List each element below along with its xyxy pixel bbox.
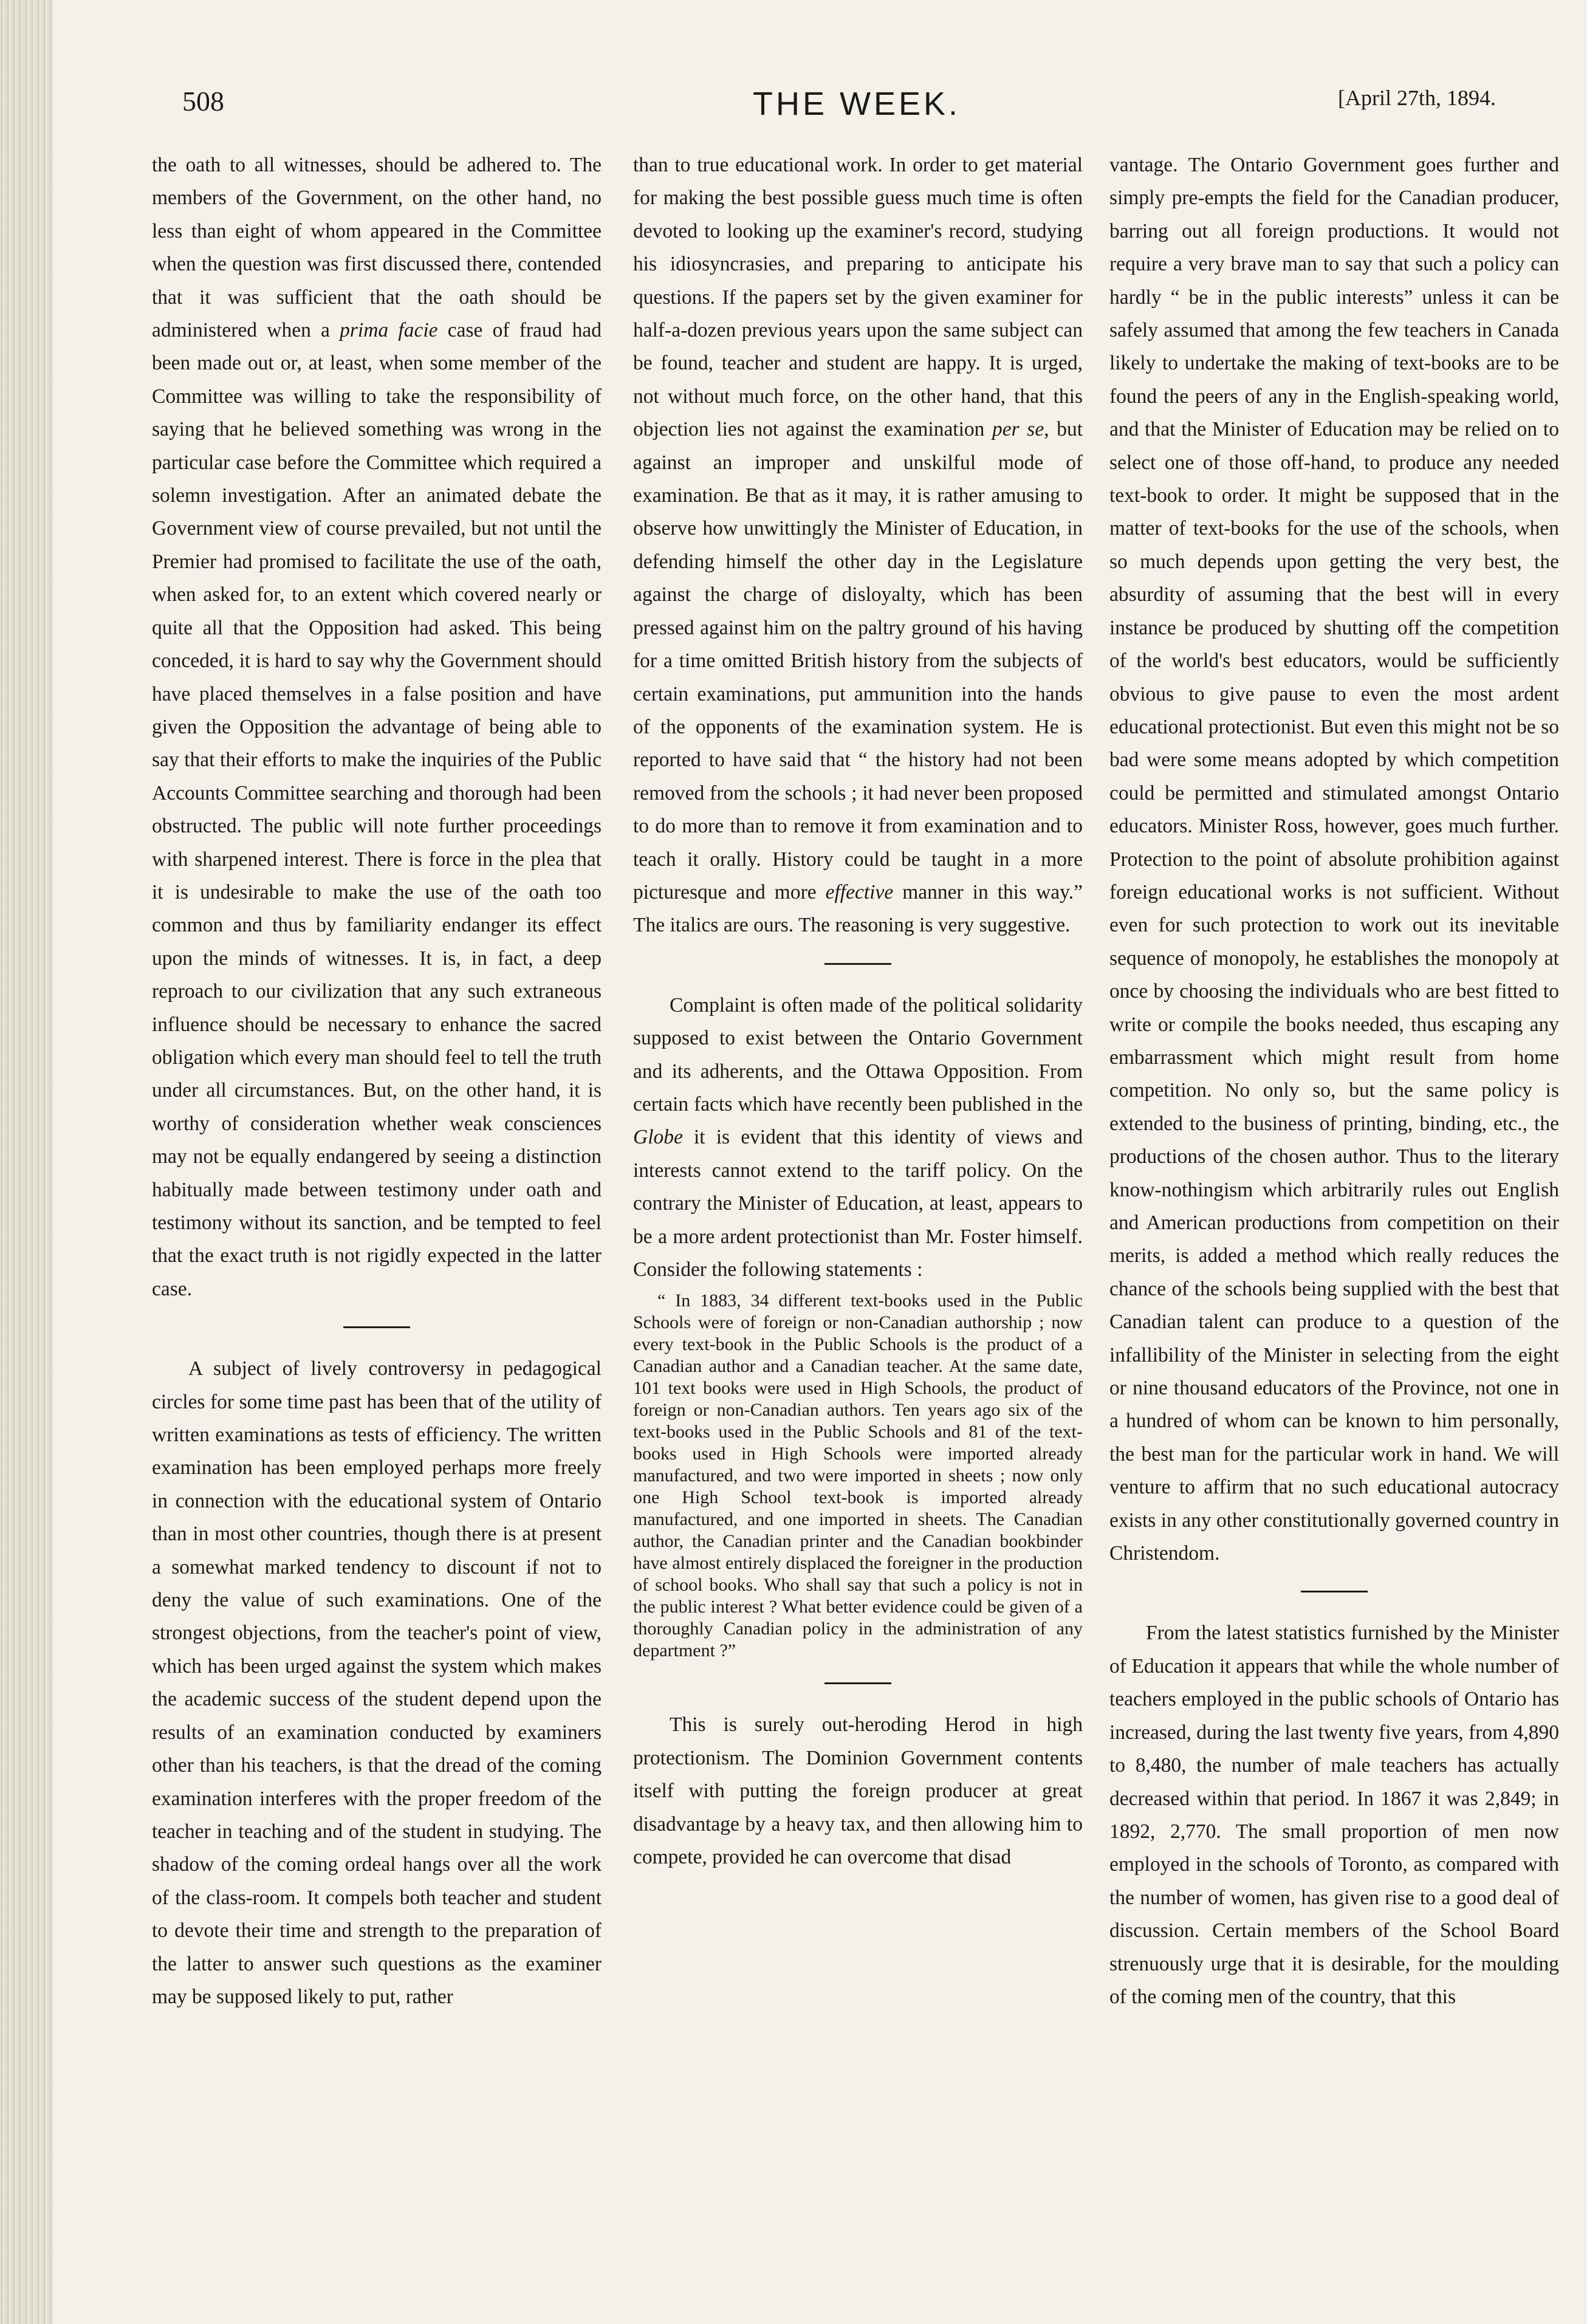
paragraph-statistics: From the latest statistics furnished by the Minister of Education it appears that while the whole number of teachers employed in the public schools of Ontario has increased, during the last twenty five years, from 4,890 to 8,480, the number of male teachers has actually decreased within that period. In 1867 it was 2,849; in 1892, 2,770. The small proportion of men now employed in the schools of Toronto, as compared with the number of women, has given rise to a good deal of discussion. Certain members of the School Board strenuously urge that it is desirable, for the moulding of the coming men of the country, that this [1109, 1622, 1559, 2008]
issue-date: [April 27th, 1894. [1338, 86, 1496, 110]
text-column-3 [1109, 149, 1559, 2014]
section-divider [824, 963, 891, 965]
journal-title: THE WEEK. [752, 86, 961, 122]
paragraph-examiner: than to true educational work. In order to get material for making the best possible guess much time is often devoted to looking up the examiner's record, studying his idiosyncrasies, and preparing to anticipate his questions. If the papers set by the given examiner for half-a-dozen previous years upon the same subject can be found, teacher and student are happy. It is urged, not without much force, on the other hand, that this objection lies not against the examination per se, but against an improper and unskilful mode of examination. Be that as it may, it is rather amusing to observe how unwittingly the Minister of Education, in defending himself the other day in the Legislature against the charge of disloyalty, which has been pressed against him on the paltry ground of his having for a time omitted British history from the subjects of certain examinations, put ammunition into the hands of the opponents of the examination system. He is reported to have said that “ the history had not been removed from the schools ; it had never been proposed to do more than to remove it from examination and to teach it orally. History could be taught in a more picturesque and more effective manner in this way.” The italics are ours. The reasoning is very suggestive. [633, 154, 1083, 937]
section-divider [343, 1326, 410, 1328]
page-binding-edge [0, 0, 53, 2324]
paragraph-solidarity: Complaint is often made of the political solidarity supposed to exist between the Ontario Government and its adherents, and the Ottawa Opposition. From certain facts which have recently been published in the Globe it is evident that this identity of views and interests cannot extend to the tariff policy. On the contrary the Minister of Education, at least, appears to be a more ardent protectionist than Mr. Foster himself. Consider the following statements : [633, 993, 1083, 1281]
section-divider [824, 1682, 891, 1684]
paragraph-preempts: vantage. The Ontario Government goes further and simply pre-empts the field for the Canadian producer, barring out all foreign productions. It would not require a very brave man to say that such a policy can hardly “ be in the public interests” unless it can be safely assumed that among the few teachers in Canada likely to undertake the making of text-books are to be found the peers of any in the English-speaking world, and that the Minister of Education may be relied on to select one of those off-hand, to produce any needed text-book to order. It might be supposed that in the matter of text-books for the use of the schools, when so much depends upon getting the very best, the absurdity of assuming that the best will in every instance be produced by shutting off the competition of the world's best educators, would be sufficiently obvious to give pause to even the most ardent educational protectionist. But even this might not be so bad were some means adopted by which competition could be permitted and stimulated amongst Ontario educators. Minister Ross, however, goes much further. Protection to the point of absolute prohibition against foreign educational works is not sufficient. Without even for such protection to work out its inevitable sequence of monopoly, he establishes the monopoly at once by choosing the individuals who are best fitted to write or compile the books needed, thus escaping any embarrassment which might result from home competition. No only so, but the same policy is extended to the business of printing, binding, etc., the productions of the chosen author. Thus to the literary know-nothingism which arbitrarily rules out English and American productions from competition on their merits, is added a method which really reduces the chance of the schools being supplied with the best that Canadian talent can produce to a question of the infallibility of the Minister in selecting from the eight or nine thousand educators of the Province, not one in a hundred of whom can be known to him personally, the best man for the particular work in hand. We will venture to affirm that no such educational autocracy exists in any other constitutionally governed country in Christendom. [1109, 154, 1559, 1565]
page-number: 508 [182, 86, 224, 117]
quoted-statement: “ In 1883, 34 different text-books used in the Public Schools were of foreign or non-Canadian authorship ; now every text-book in the Public Schools is the product of a Canadian author and a Canadian teacher. At the same date, 101 text books were used in High Schools, the product of foreign or non-Canadian authors. Ten years ago six of the text-books used in the Public Schools and 81 of the text-books used in High Schools were imported already manufactured, and two were imported in sheets ; now only one High School text-book is imported already manufactured, and one imported in sheets. The Canadian author, the Canadian printer and the Canadian bookbinder have almost entirely displaced the foreigner in the production of school books. Who shall say that such a policy is not in the public interest ? What better evidence could be given of a thoroughly Canadian policy in the administration of any department ?” [633, 1291, 1083, 1661]
text-column-2 [633, 149, 1083, 1874]
paragraph-examinations: A subject of lively controversy in pedagogical circles for some time past has been that of the utility of written examinations as tests of efficiency. The written examination has been employed perhaps more freely in connection with the educational system of Ontario than in most other countries, though there is at present a somewhat marked tendency to discount if not to deny the value of such examinations. One of the strongest objections, from the teacher's point of view, which has been urged against the system which makes the academic success of the student depend upon the results of an examination conducted by examiners other than his teachers, is that the dread of the coming examination interferes with the proper freedom of the teacher in teaching and of the student in studying. The shadow of the coming ordeal hangs over all the work of the class-room. It compels both teacher and student to devote their time and strength to the preparation of the latter to answer such questions as the examiner may be supposed likely to put, rather [152, 1357, 602, 2008]
paragraph-oath: the oath to all witnesses, should be adhered to. The members of the Government, on the other hand, no less than eight of whom appeared in the Committee when the question was first discussed there, contended that it was sufficient that the oath should be administered when a prima facie case of fraud had been made out or, at least, when some member of the Committee was willing to take the responsibility of saying that he believed something was wrong in the particular case before the Committee which required a solemn investigation. After an animated debate the Government view of course prevailed, but not until the Premier had promised to facilitate the use of the oath, when asked for, to an extent which covered nearly or quite all that the Opposition had asked. This being conceded, it is hard to say why the Government should have placed themselves in a false position and have given the Opposition the advantage of being able to say that their efforts to make the inquiries of the Public Accounts Committee searching and thorough had been obstructed. The public will note further proceedings with sharpened interest. There is force in the plea that it is undesirable to make the use of the oath too common and thus by familiarity endanger its effect upon the minds of witnesses. It is, in fact, a deep reproach to our civilization that any such extraneous influence should be necessary to enhance the sacred obligation which every man should feel to tell the truth under all circumstances. But, on the other hand, it is worthy of consideration whether weak consciences may not be equally endangered by seeing a distinction habitually made between testimony under oath and testimony without its sanction, and be tempted to feel that the exact truth is not rigidly expected in the latter case. [152, 154, 602, 1300]
text-column-1 [152, 149, 602, 2014]
paragraph-protectionism: This is surely out-heroding Herod in high protectionism. The Dominion Government contents itself with putting the foreign producer at great disadvantage by a heavy tax, and then allowing him to compete, provided he can overcome that disad [633, 1713, 1083, 1869]
section-divider [1301, 1591, 1368, 1592]
